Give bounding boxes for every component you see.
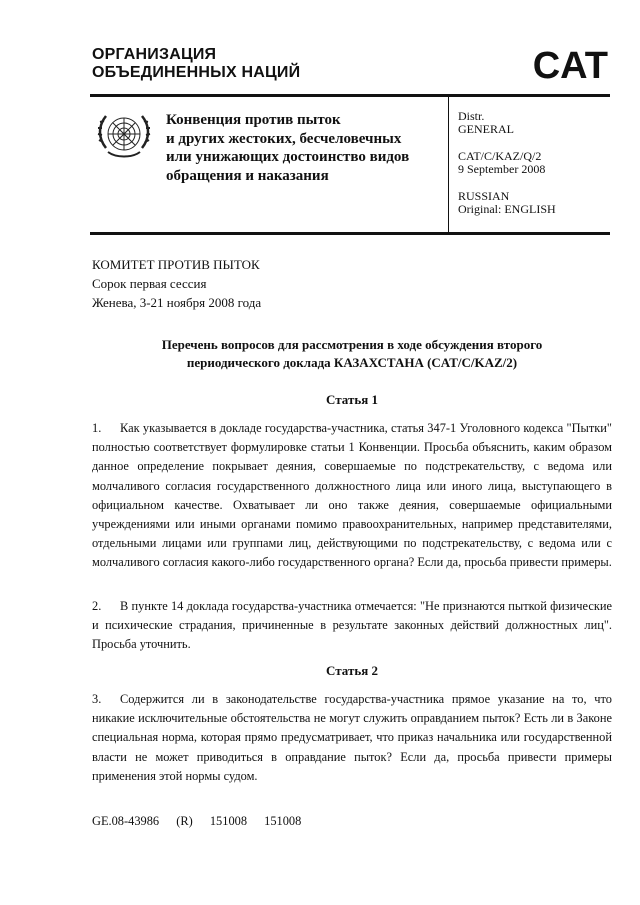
document-code: CAT — [532, 45, 608, 87]
paragraph-number: 1. — [92, 421, 102, 435]
org-line-2: ОБЪЕДИНЕННЫХ НАЦИЙ — [92, 64, 301, 81]
distribution-block — [458, 110, 556, 216]
committee-place-date: Женева, 3-21 ноября 2008 года — [92, 295, 262, 310]
organization-name — [92, 46, 300, 82]
date-code-2: 151008 — [264, 814, 302, 828]
paragraph-number: 2. — [92, 599, 102, 613]
convention-line-3: или унижающих достоинство видов — [166, 149, 410, 165]
paragraph-text: Как указывается в докладе государства-участника, статья 347-1 Уголовного кодекса "Пытки" полностью соответствует формулировке статьи 1 Конвенции. Просьба объяснить, каким образом данное определение покрывает деяния, совершаемые по подстрекательству, с ведома или молчаливого согласия государственного должностного лица или иного лица, выступающего в официальном качестве. Охватывает ли оно также деяния, совершаемые официальными учреждениями или иными органами помимо правоохранительных, например представителями, отдельными лицами или группами лиц, действующими по подстрекательству, с ведома или с молчаливого согласия какого-либо государственного органа? Если да, просьба привести примеры. — [92, 421, 612, 570]
job-number: GE.08-43986 — [92, 814, 160, 828]
original-language: Original: ENGLISH — [458, 202, 556, 216]
convention-line-1: Конвенция против пыток — [166, 112, 341, 128]
document-title — [92, 336, 612, 372]
date-code-1: 151008 — [209, 814, 248, 828]
paragraph-1 — [92, 419, 612, 573]
paragraph-text: Содержится ли в законодательстве государства-участника прямое указание на то, что никакие исключительные обстоятельства не могут служить оправданием пыток? Есть ли в Законе специальная норма, которая прямо предусматривает, что приказ начальника или государственной власти не может приводиться в оправдание пыток? Если да, просьба привести примеры применения этой нормы судом. — [92, 692, 612, 783]
paragraph-2 — [92, 597, 612, 655]
committee-session: Сорок первая сессия — [92, 276, 207, 291]
paragraph-number: 3. — [92, 692, 102, 706]
org-line-1: ОРГАНИЗАЦИЯ — [92, 46, 217, 63]
document-date: 9 September 2008 — [458, 162, 546, 176]
paragraph-3 — [92, 690, 612, 786]
top-rule — [90, 94, 610, 97]
paragraph-text: В пункте 14 доклада государства-участника отмечается: "Не признаются пыткой физические и психические страдания, причиненные в результате законных действий должностных лиц". Просьба уточнить. — [92, 599, 612, 652]
header-divider — [448, 97, 449, 232]
language-code: (R) — [176, 814, 193, 828]
job-number-footer — [92, 812, 315, 830]
article-1-heading: Статья 1 — [326, 392, 378, 407]
un-emblem-icon — [94, 108, 154, 164]
title-line-1: Перечень вопросов для рассмотрения в ходе обсуждения второго — [161, 337, 543, 352]
distr-general: GENERAL — [458, 122, 514, 136]
title-line-2: периодического доклада КАЗАХСТАНА (CAT/C/KAZ/2) — [186, 355, 518, 370]
document-symbol: CAT/C/KAZ/Q/2 — [458, 149, 542, 163]
committee-name: КОМИТЕТ ПРОТИВ ПЫТОК — [92, 257, 260, 272]
committee-block — [92, 255, 261, 312]
article-2-heading: Статья 2 — [326, 663, 378, 678]
document-language: RUSSIAN — [458, 189, 510, 203]
convention-line-2: и других жестоких, бесчеловечных — [166, 130, 402, 147]
bottom-rule — [90, 232, 610, 235]
convention-title — [166, 111, 442, 185]
distr-label: Distr. — [458, 109, 485, 123]
convention-line-4: обращения и наказания — [166, 167, 329, 184]
